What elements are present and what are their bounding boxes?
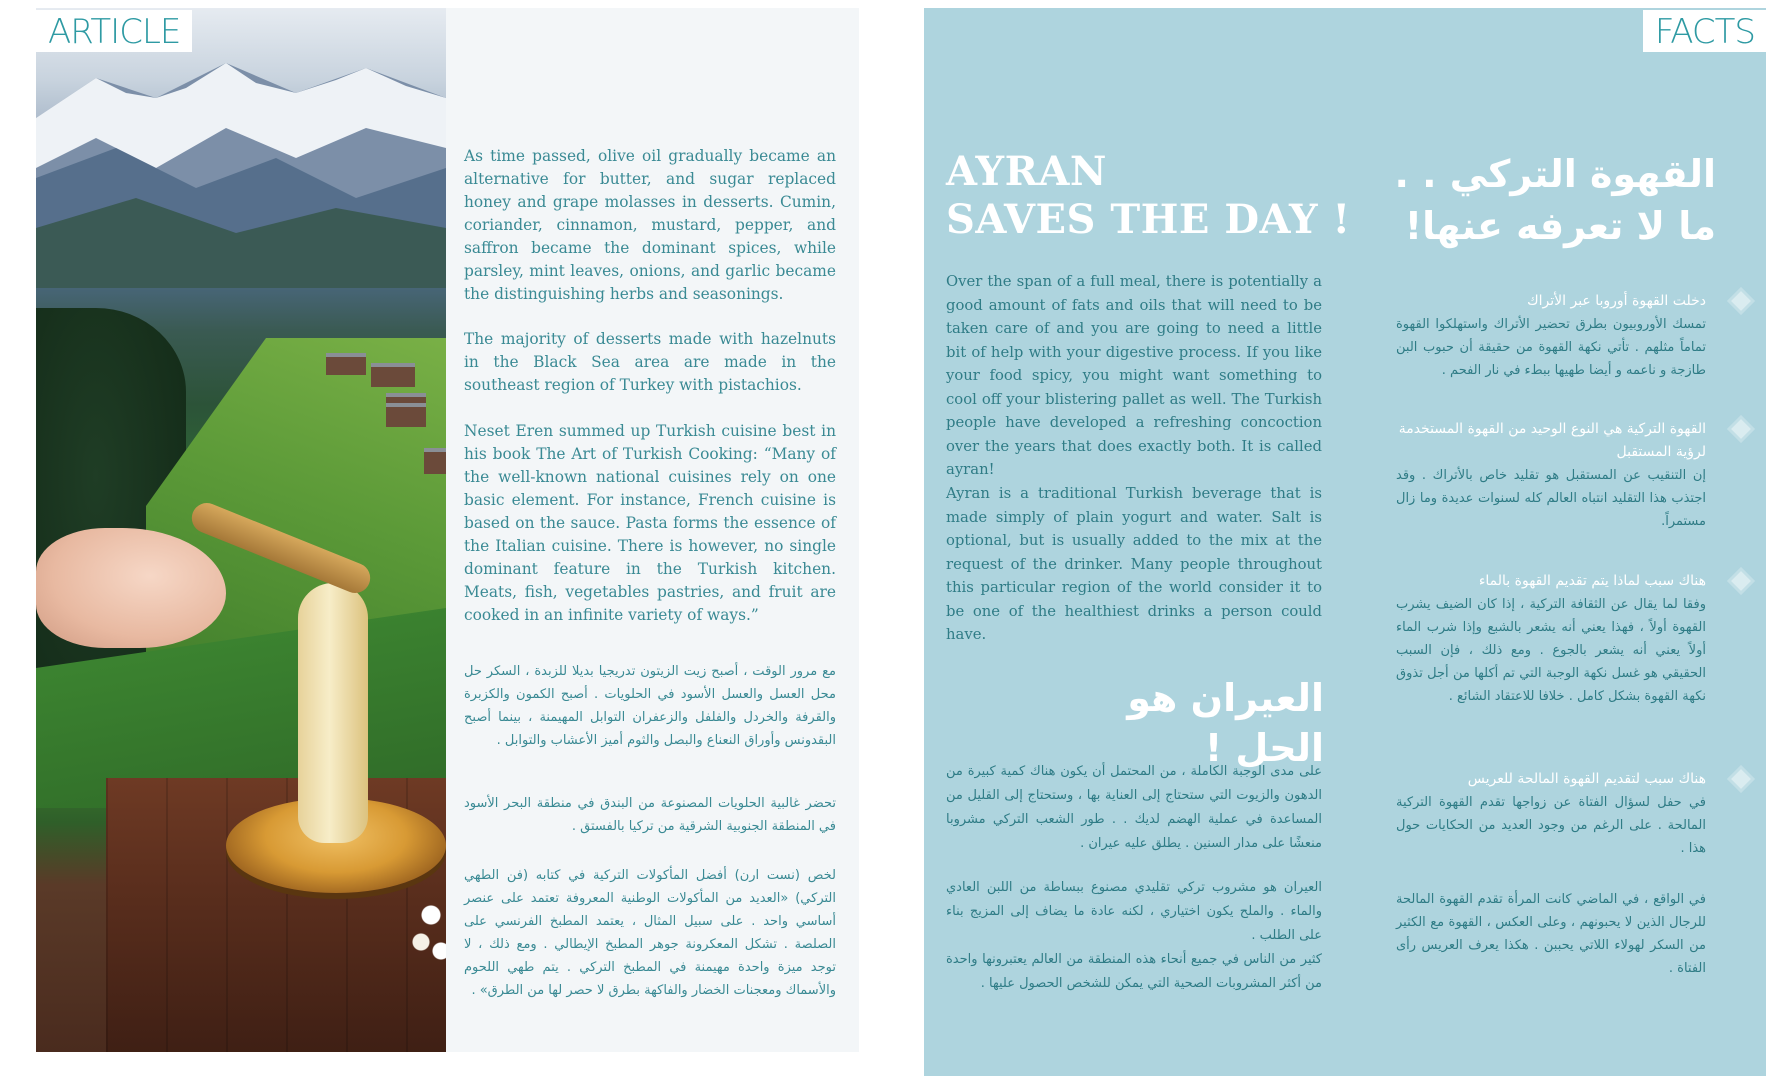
article-paragraph-en-1: As time passed, olive oil gradually became an alternative for butter, and sugar replaced honey and grape molasses in desserts. Cumin, coriander, cinnamon, mustard, pepper, and saffron became the dominant spices, while parsley, mint leaves, onions, and garlic became the distinguishing herbs and seasonings.	[464, 147, 836, 303]
coffee-fact-3	[1396, 570, 1706, 708]
coffee-fact-title: هناك سبب لماذا يتم تقديم القهوة بالماء	[1478, 573, 1706, 589]
ayran-paragraph-en-1: Over the span of a full meal, there is potentially a good amount of fats and oils that will need to be taken care of and you are going to need a little bit of help with your digestive process. If you like your food spicy, you might want something to cool off your blistering pallet as well. The Turkish people have developed a refreshing concoction over the years that does exactly both. It is called ayran!	[946, 273, 1322, 478]
coffee-title	[1376, 148, 1716, 252]
coffee-fact-text: تمسك الأوروبيون بطرق تحضير الأتراك واستهلكوا القهوة تماماً مثلهم . تأتي نكهة القهوة من حقيقة أن حبوب البن طازجة و ناعمه و أيضا طهيها ببطء في نار الفحم .	[1396, 317, 1706, 378]
article-paragraph-en-2: The majority of desserts made with hazelnuts in the Black Sea area are made in the southeast region of Turkey with pistachios.	[464, 330, 836, 394]
ayran-heading-ar: العيران هو الحل !	[1127, 676, 1324, 770]
facts-section-label: FACTS	[1643, 10, 1767, 52]
photo-house	[424, 448, 446, 474]
diamond-bullet-icon	[1731, 769, 1751, 789]
ayran-paragraph-ar-3: كثير من الناس في جميع أنحاء هذه المنطقة من العالم يعتبرونها واحدة من أكثر المشروبات الصحية التي يمكن للشخص الحصول عليها .	[946, 952, 1322, 991]
coffee-fact-text: في حفل لسؤال الفتاة عن زواجها تقدم القهوة التركية المالحة . على الرغم من وجود العديد من الحكايات حول هذا .	[1396, 795, 1706, 856]
article-paragraph-ar-1: مع مرور الوقت ، أصبح زيت الزيتون تدريجيا بديلا للزبدة ، السكر حل محل العسل والعسل الأسود في الحلويات . أصبح الكمون والكزبرة والقرفة والخردل والفلفل والزعفران التوابل المهيمنة ، بينما أصبح البقدونس وأوراق النعناع والبصل والثوم أميز الأعشاب والتوابل .	[464, 664, 836, 748]
ayran-title-line-1: AYRAN	[946, 148, 1107, 195]
coffee-title-line-2: ما لا تعرفه عنها!	[1404, 204, 1716, 248]
diamond-bullet-icon	[1731, 571, 1751, 591]
article-section-label: ARTICLE	[36, 10, 192, 52]
ayran-paragraph-ar-1: على مدى الوجبة الكاملة ، من المحتمل أن يكون هناك كمية كبيرة من الدهون والزيوت التي ستحتاج إلى العناية بها ، وستحتاج إلى القليل من المساعدة في عملية الهضم لديك . . طور الشعب التركي مشروبا منعشًا على مدار السنين . يطلق عليه عيران .	[946, 764, 1322, 851]
article-paragraph-ar-3: لخص (نست ارن) أفضل المأكولات التركية في كتابه (فن الطهي التركي) «العديد من المأكولات الوطنية المعروفة تعتمد على عنصر أساسي واحد . على سبيل المثال ، يعتمد المطبخ الفرنسي على الصلصة . تشكل المعكرونة جوهر المطبخ الإيطالي . ومع ذلك ، لا توجد ميزة واحدة مهيمنة في المطبخ التركي . يتم طهي اللحوم والأسماك ومعجنات الخضار والفاكهة بطرق لا حصر لها من الطرق» .	[464, 868, 836, 998]
photo-cheese-stretch	[298, 583, 368, 843]
coffee-fact-4	[1396, 768, 1706, 860]
coffee-closing-paragraph: في الواقع ، في الماضي كانت المرأة تقدم القهوة المالحة للرجال الذين لا يحبونهم ، وعلى العكس ، القهوة مع الكثير من السكر لهولاء اللاتي يحببن . هكذا يعرف العريس رأى الفتاة .	[1396, 892, 1706, 976]
facts-page	[924, 8, 1766, 1076]
article-photo	[36, 8, 446, 1052]
article-paragraph-en-3: Neset Eren summed up Turkish cuisine best in his book The Art of Turkish Cooking: “Many of the well-known national cuisines rely on one basic element. For instance, French cuisine is based on the sauce. Pasta forms the essence of the Italian cuisine. There is however, no single dominant feature in the Turkish kitchen. Meats, fish, vegetables pastries, and fruit are cooked in an infinite variety of ways.”	[464, 422, 836, 624]
coffee-fact-title: دخلت القهوة أوروبا عبر الأتراك	[1527, 293, 1706, 309]
ayran-paragraph-ar-2: العيران هو مشروب تركي تقليدي مصنوع ببساطة من اللبن العادي والماء . والملح يكون اختياري ، لكنه عادة ما يضاف إلى المزيج بناء على الطلب .	[946, 880, 1322, 943]
photo-house	[386, 403, 426, 427]
photo-flowers	[406, 888, 446, 978]
coffee-fact-text: إن التنقيب عن المستقبل هو تقليد خاص بالأتراك . وقد اجتذب هذا التقليد انتباه العالم كله لسنوات عديدة وما زال مستمراً.	[1396, 468, 1706, 529]
ayran-title	[946, 148, 1351, 244]
coffee-fact-text: وفقا لما يقال عن الثقافة التركية ، إذا كان الضيف يشرب القهوة أولاً ، فهذا يعني أنه يشعر بالشبع وإذا شرب الماء أولاً يعني أنه يشعر بالجوع . ومع ذلك ، فإن السبب الحقيقي هو غسل نكهة الوجبة التي تم أكلها من أجل تذوق نكهة القهوة بشكل كامل . خلافا للاعتقاد الشائع .	[1396, 597, 1706, 704]
ayran-paragraph-en-2: Ayran is a traditional Turkish beverage that is made simply of plain yogurt and water. Salt is optional, but is usually added to the mix at the request of the drinker. Many people throughout this particular region of the world consider it to be one of the healthiest drinks a person could have.	[946, 485, 1322, 643]
article-page	[36, 8, 859, 1052]
coffee-fact-title: القهوة التركية هي النوع الوحيد من القهوة المستخدمة لرؤية المستقبل	[1398, 421, 1706, 460]
diamond-bullet-icon	[1731, 291, 1751, 311]
diamond-bullet-icon	[1731, 419, 1751, 439]
photo-house	[371, 363, 415, 387]
coffee-fact-2	[1396, 418, 1706, 533]
coffee-title-line-1: القهوة التركي . .	[1394, 152, 1716, 196]
coffee-fact-1	[1396, 290, 1706, 382]
photo-mountains	[36, 58, 446, 288]
ayran-title-line-2: SAVES THE DAY !	[946, 196, 1351, 243]
coffee-fact-title: هناك سبب لتقديم القهوة المالحة للعريس	[1467, 771, 1706, 787]
article-paragraph-ar-2: تحضر غالبية الحلويات المصنوعة من البندق في منطقة البحر الأسود في المنطقة الجنوبية الشرقية من تركيا بالفستق .	[464, 796, 836, 834]
photo-house	[326, 353, 366, 375]
